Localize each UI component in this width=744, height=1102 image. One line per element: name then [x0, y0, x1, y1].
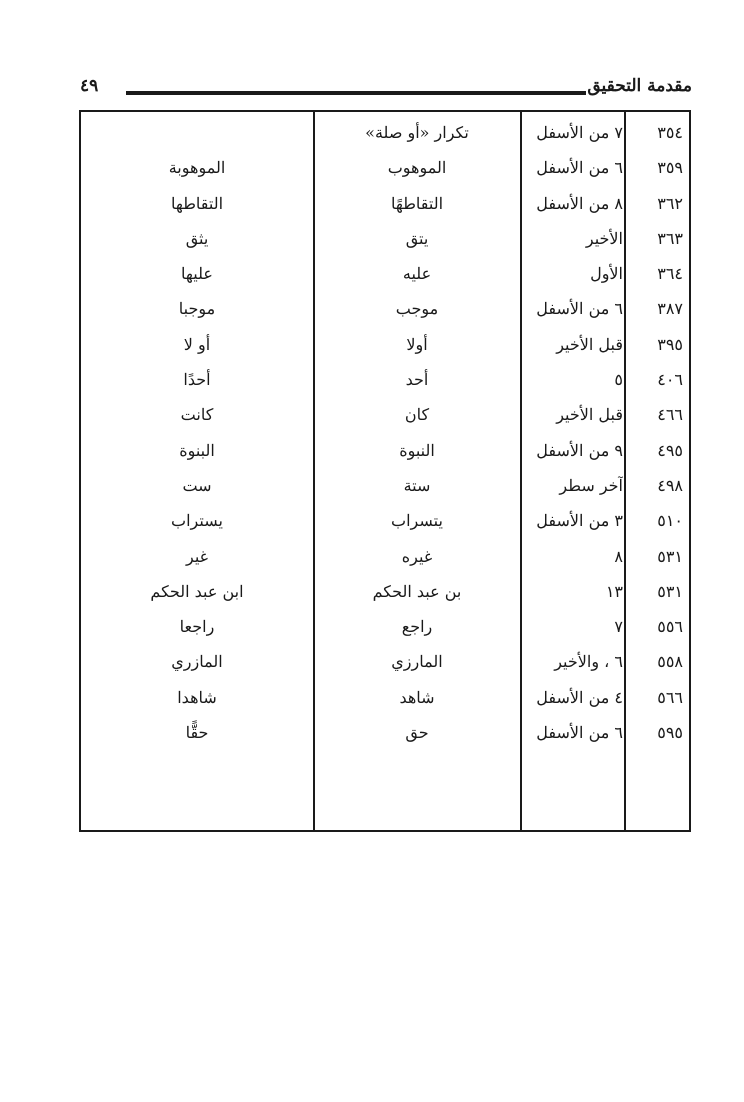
header-rule: [126, 91, 586, 95]
correction-cell: راجعا: [179, 617, 215, 637]
table-row: [81, 436, 689, 471]
line-cell: ٦ من الأسفل: [536, 299, 623, 319]
correction-cell: الموهوبة: [168, 158, 226, 178]
error-cell: المارزي: [391, 652, 443, 672]
correction-cell: ست: [182, 475, 212, 495]
page-number: ٤٩: [80, 76, 99, 96]
error-cell: كان: [404, 405, 430, 425]
error-cell: بن عبد الحكم: [372, 581, 462, 601]
line-cell: ١٣: [605, 581, 623, 601]
error-cell: غيره: [401, 546, 433, 566]
error-cell: راجع: [401, 617, 433, 637]
line-cell: الأول: [590, 264, 623, 284]
correction-cell: يثق: [185, 228, 209, 248]
table-row: [81, 577, 689, 612]
correction-cell: ابن عبد الحكم: [150, 581, 244, 601]
line-cell: ٦ ، والأخير: [554, 652, 623, 672]
line-cell: قبل الأخير: [556, 405, 623, 425]
page-cell: ٤٠٦: [657, 370, 683, 390]
page-cell: ٤٩٨: [657, 475, 683, 495]
error-cell: يتق: [405, 228, 429, 248]
table-row: [81, 647, 689, 682]
table-row: [81, 506, 689, 541]
line-cell: الأخير: [585, 228, 623, 248]
page-cell: ٣٦٢: [657, 193, 683, 213]
error-cell: النبوة: [399, 440, 435, 460]
correction-cell: أحدًا: [183, 370, 211, 390]
table-row: [81, 259, 689, 294]
correction-cell: التقاطها: [170, 193, 224, 213]
table-row: [81, 330, 689, 365]
table-row: [81, 189, 689, 224]
table-row: [81, 400, 689, 435]
page-cell: ٥٥٨: [657, 652, 683, 672]
errata-table: [79, 110, 691, 832]
page-cell: ٥٩٥: [657, 723, 683, 743]
table-row: [81, 718, 689, 753]
line-cell: ٨: [614, 546, 623, 566]
table-row: [81, 153, 689, 188]
line-cell: ٤ من الأسفل: [536, 687, 623, 707]
correction-cell: موجبا: [178, 299, 216, 319]
error-cell: شاهد: [399, 687, 435, 707]
page-cell: ٥٦٦: [657, 687, 683, 707]
running-title: مقدمة التحقيق: [587, 76, 692, 96]
page-cell: ٥٣١: [657, 546, 683, 566]
correction-cell: يستراب: [171, 511, 223, 531]
table-row: [81, 542, 689, 577]
correction-cell: حقًّا: [185, 723, 209, 743]
table-row: [81, 294, 689, 329]
error-cell: الموهوب: [387, 158, 447, 178]
correction-cell: كانت: [180, 405, 214, 425]
error-cell: عليه: [402, 264, 432, 284]
error-cell: موجب: [395, 299, 439, 319]
page-cell: ٤٦٦: [657, 405, 683, 425]
errata-rows: [81, 118, 689, 753]
line-cell: ٨ من الأسفل: [536, 193, 623, 213]
page-cell: ٥٥٦: [657, 617, 683, 637]
table-row: [81, 118, 689, 153]
error-cell: أولا: [406, 334, 428, 354]
page-cell: ٥٣١: [657, 581, 683, 601]
correction-cell: المازري: [171, 652, 223, 672]
line-cell: قبل الأخير: [556, 334, 623, 354]
page-cell: ٣٦٤: [657, 264, 683, 284]
page-header: [80, 74, 692, 104]
line-cell: ٦ من الأسفل: [536, 158, 623, 178]
table-row: [81, 683, 689, 718]
page-cell: ٣٦٣: [657, 228, 683, 248]
error-cell: تكرار «أو صلة»: [365, 123, 469, 142]
correction-cell: شاهدا: [177, 687, 217, 707]
line-cell: ٧ من الأسفل: [536, 123, 623, 142]
error-cell: التقاطهًا: [390, 193, 444, 213]
correction-cell: البنوة: [179, 440, 215, 460]
correction-cell: غير: [185, 546, 209, 566]
line-cell: ٩ من الأسفل: [536, 440, 623, 460]
page-cell: ٤٩٥: [657, 440, 683, 460]
page-cell: ٥١٠: [657, 511, 683, 531]
line-cell: آخر سطر: [559, 475, 623, 495]
line-cell: ٥: [614, 370, 623, 390]
table-row: [81, 365, 689, 400]
line-cell: ٦ من الأسفل: [536, 723, 623, 743]
table-row: [81, 612, 689, 647]
table-row: [81, 224, 689, 259]
error-cell: حق: [405, 723, 429, 743]
line-cell: ٣ من الأسفل: [536, 511, 623, 531]
correction-cell: أو لا: [183, 334, 211, 354]
correction-cell: [83, 118, 311, 148]
line-cell: ٧: [614, 617, 623, 637]
page-cell: ٣٥٤: [657, 123, 683, 142]
page-cell: ٣٨٧: [657, 299, 683, 319]
table-row: [81, 471, 689, 506]
page-cell: ٣٥٩: [657, 158, 683, 178]
error-cell: ستة: [403, 475, 431, 495]
correction-cell: عليها: [181, 264, 213, 284]
error-cell: أحد: [405, 370, 429, 390]
page-cell: ٣٩٥: [657, 334, 683, 354]
error-cell: يتسراب: [391, 511, 443, 531]
